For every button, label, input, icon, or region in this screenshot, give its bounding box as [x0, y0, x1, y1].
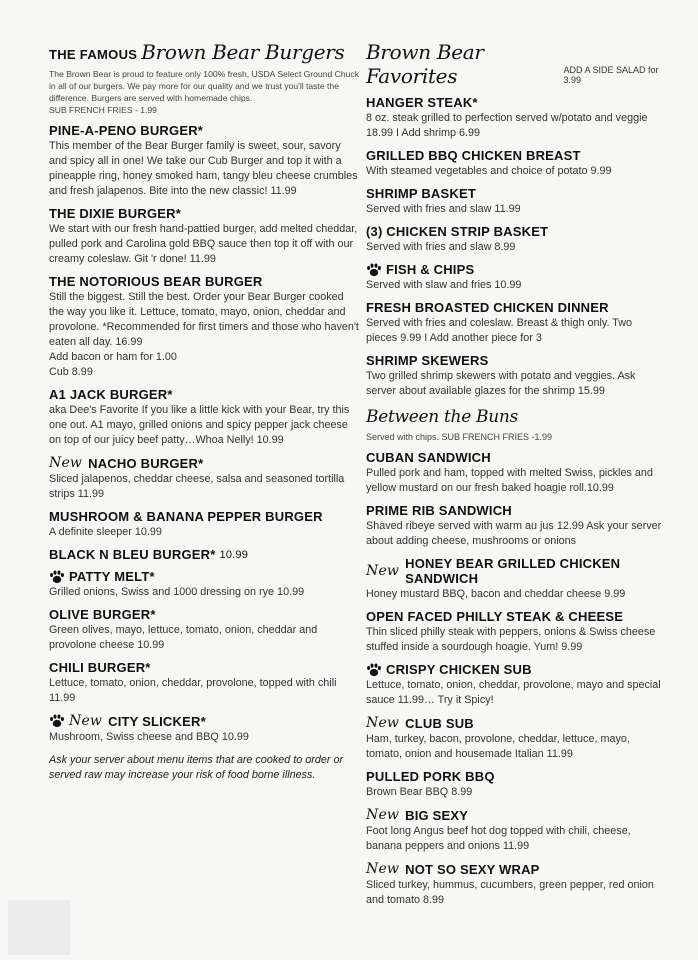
menu-item-title: [366, 769, 666, 784]
menu-item-title: [366, 450, 666, 465]
menu-item-title: [49, 455, 359, 471]
menu-item-title: [366, 95, 666, 110]
menu-item-name: NACHO BURGER*: [88, 455, 204, 471]
menu-item-name: THE NOTORIOUS BEAR BURGER: [49, 274, 263, 289]
menu-item-name: PRIME RIB SANDWICH: [366, 503, 512, 518]
burgers-header-script: Brown Bear Burgers: [141, 40, 345, 64]
menu-item-name: FRESH BROASTED CHICKEN DINNER: [366, 300, 609, 315]
menu-item-description: aka Dee's Favorite If you like a little kick with your Bear, try this one out. A1 mayo, grilled onions and spicy pepper jack cheese on top of our juicy beef patty…Whoa Nelly! 10.99: [49, 404, 350, 446]
menu-item: [49, 206, 359, 267]
menu-item-title: [366, 186, 666, 201]
menu-item-title: [366, 353, 666, 368]
menu-item: [366, 769, 666, 800]
menu-item: [366, 224, 666, 255]
menu-item-name: GRILLED BBQ CHICKEN BREAST: [366, 148, 581, 163]
menu-item-description: With steamed vegetables and choice of potato 9.99: [366, 165, 612, 177]
menu-item-description: 8 oz. steak grilled to perfection served w/potato and veggie 18.99 I Add shrimp 6.99: [366, 112, 648, 139]
buns-header: [366, 407, 666, 427]
menu-item-title: [49, 387, 359, 402]
bear-paw-icon: [366, 263, 382, 277]
menu-item-title: [366, 148, 666, 163]
menu-item-name: (3) CHICKEN STRIP BASKET: [366, 224, 549, 239]
menu-item-name: OPEN FACED PHILLY STEAK & CHEESE: [366, 609, 624, 624]
menu-item-name: NOT SO SEXY WRAP: [405, 861, 540, 877]
menu-item-title: [49, 206, 359, 221]
menu-item-title: [49, 569, 359, 584]
new-tag: New: [366, 563, 400, 579]
bear-paw-icon: [366, 663, 382, 677]
menu-item-description: Served with fries and slaw 11.99: [366, 203, 521, 215]
menu-item: [366, 186, 666, 217]
menu-item-name: BIG SEXY: [405, 807, 469, 823]
menu-item: [366, 450, 666, 496]
new-tag: New: [69, 713, 103, 729]
menu-item-name: CHILI BURGER*: [49, 660, 151, 675]
menu-item-description: Green olives, mayo, lettuce, tomato, onion, cheddar and provolone cheese 10.99: [49, 624, 318, 651]
menu-item: [366, 148, 666, 179]
menu-item-description: Lettuce, tomato, onion, cheddar, provolone, topped with chili 11.99: [49, 677, 337, 704]
menu-item-extra: Add bacon or ham for 1.00: [49, 351, 177, 363]
menu-item-description: Still the biggest. Still the best. Order your Bear Burger cooked the way you like it. Lettuce, tomato, mayo, onion, cheddar and provolone. *Recommended for first timers and those who haven't eaten all day. 16.99: [49, 291, 359, 348]
menu-item-description: Brown Bear BBQ 8.99: [366, 786, 473, 798]
menu-item-description: Pulled pork and ham, topped with melted Swiss, pickles and yellow mustard on our fresh baked hoagie roll.10.99: [366, 467, 653, 494]
menu-item: [49, 123, 359, 199]
buns-note: Served with chips. SUB FRENCH FRIES -1.99: [366, 432, 553, 442]
menu-item-description: Honey mustard BBQ, bacon and cheddar cheese 9.99: [366, 588, 626, 600]
burgers-header-prefix: THE FAMOUS: [49, 47, 138, 62]
menu-item-title: [366, 262, 666, 277]
menu-item: [366, 300, 666, 346]
menu-item: [366, 95, 666, 141]
new-tag: New: [366, 807, 400, 823]
bear-paw-icon: [49, 714, 65, 728]
menu-item: [49, 569, 359, 600]
menu-item-name: PULLED PORK BBQ: [366, 769, 495, 784]
menu-item-title: [49, 123, 359, 138]
menu-item-description: Foot long Angus beef hot dog topped with chili, cheese, banana peppers and onions 11.99: [366, 825, 631, 852]
menu-item: [49, 455, 359, 502]
menu-item: [366, 353, 666, 399]
menu-item-description: Served with slaw and fries 10.99: [366, 279, 522, 291]
menu-item-name: CRISPY CHICKEN SUB: [386, 662, 532, 677]
menu-item-description: Served with fries and coleslaw. Breast & thigh only. Two pieces 9.99 I Add another piece for 3: [366, 317, 633, 344]
buns-header-script: Between the Buns: [366, 407, 518, 427]
new-tag: New: [49, 455, 83, 471]
favorites-side-note: ADD A SIDE SALAD for 3.99: [563, 65, 659, 85]
menu-item-description: We start with our fresh hand-pattied burger, add melted cheddar, pulled pork and Carolina gold BBQ sauce then top it off with our creamy coleslaw. Git 'r done! 11.99: [49, 223, 358, 265]
burgers-note: The Brown Bear is proud to feature only 100% fresh, USDA Select Ground Chuck in all of our burgers. We pay more for our quality and we trust you'll taste the difference. Burgers are served with homemade chips.: [49, 69, 360, 103]
burgers-header: [49, 40, 359, 64]
menu-item-title: [366, 861, 666, 877]
menu-item: [366, 262, 666, 293]
menu-item-description: Served with fries and slaw 8.99: [366, 241, 516, 253]
menu-item-title: [366, 224, 666, 239]
menu-item-description: A definite sleeper 10.99: [49, 526, 162, 538]
buns-list: [366, 450, 666, 908]
menu-item-description: This member of the Bear Burger family is sweet, sour, savory and spicy all in one! We take our Cub Burger and top it with a pineapple ring, honey smoked ham, tangy bleu cheese crumbles and fresh jalapenos. Bite into the new classic! 11.99: [49, 140, 358, 197]
menu-item-name: HONEY BEAR GRILLED CHICKEN SANDWICH: [405, 556, 621, 586]
menu-item-description: Shaved ribeye served with warm au jus 12.99 Ask your server about adding cheese, mushrooms or onions: [366, 520, 662, 547]
food-safety-disclaimer: Ask your server about menu items that are cooked to order or served raw may increase your risk of food borne illness.: [49, 754, 344, 781]
menu-item: [366, 861, 666, 908]
menu-item: [49, 607, 359, 653]
menu-item: [366, 609, 666, 655]
menu-item-name: MUSHROOM & BANANA PEPPER BURGER: [49, 509, 323, 524]
menu-item-title: [366, 807, 666, 823]
menu-item-price: 10.99: [219, 548, 249, 561]
menu-item: [366, 662, 666, 708]
menu-item-name: PATTY MELT*: [69, 569, 155, 584]
burgers-column: [49, 40, 359, 783]
menu-item-name: THE DIXIE BURGER*: [49, 206, 181, 221]
new-tag: New: [366, 861, 400, 877]
favorites-list: [366, 95, 666, 399]
menu-item-name: BLACK N BLEU BURGER*: [49, 547, 216, 562]
menu-item-description: Sliced jalapenos, cheddar cheese, salsa and seasoned tortilla strips 11.99: [49, 473, 345, 500]
menu-item-title: [366, 300, 666, 315]
menu-item-title: [49, 547, 359, 562]
favorites-header: [366, 40, 666, 88]
menu-item-title: [366, 715, 666, 731]
menu-item-title: [49, 607, 359, 622]
menu-item-title: [366, 556, 666, 586]
menu-item-name: SHRIMP BASKET: [366, 186, 476, 201]
menu-item-title: [49, 660, 359, 675]
menu-item: [366, 503, 666, 549]
favorites-column: [366, 40, 666, 908]
menu-item: [49, 274, 359, 380]
menu-item-description: Two grilled shrimp skewers with potato and veggies. Ask server about available glazes for the shrimp 15.99: [366, 370, 636, 397]
new-tag: New: [366, 715, 400, 731]
menu-item-title: [366, 503, 666, 518]
menu-item-title: [366, 609, 666, 624]
menu-item-name: OLIVE BURGER*: [49, 607, 156, 622]
burger-list: [49, 123, 359, 745]
menu-item-description: Thin sliced philly steak with peppers, onions & Swiss cheese stuffed inside a sourdough hoagie. Yum! 9.99: [366, 626, 656, 653]
menu-item-description: Grilled onions, Swiss and 1000 dressing on rye 10.99: [49, 586, 305, 598]
menu-item: [366, 807, 666, 854]
menu-item-name: CLUB SUB: [405, 715, 474, 731]
menu-item-name: HANGER STEAK*: [366, 95, 478, 110]
menu-item-name: CUBAN SANDWICH: [366, 450, 491, 465]
scan-smudge: [8, 900, 70, 955]
menu-item-description: Lettuce, tomato, onion, cheddar, provolone, mayo and special sauce 11.99… Try it Spicy!: [366, 679, 661, 706]
menu-item-title: [49, 509, 359, 524]
menu-item-name: A1 JACK BURGER*: [49, 387, 173, 402]
menu-item-name: SHRIMP SKEWERS: [366, 353, 489, 368]
menu-item-title: [49, 713, 359, 729]
menu-item: [366, 715, 666, 762]
menu-item-name: FISH & CHIPS: [386, 262, 475, 277]
menu-item-title: [366, 662, 666, 677]
menu-item-description: Sliced turkey, hummus, cucumbers, green pepper, red onion and tomato 8.99: [366, 879, 654, 906]
menu-item-description: Mushroom, Swiss cheese and BBQ 10.99: [49, 731, 249, 743]
bear-paw-icon: [49, 570, 65, 584]
menu-item: [49, 713, 359, 745]
menu-item: [49, 509, 359, 540]
menu-item-name: PINE-A-PENO BURGER*: [49, 123, 204, 138]
menu-item: [49, 547, 359, 562]
menu-item-description: Ham, turkey, bacon, provolone, cheddar, lettuce, mayo, tomato, onion and housemade Italian 11.99: [366, 733, 630, 760]
menu-item: [49, 660, 359, 706]
burgers-sub-note: SUB FRENCH FRIES - 1.99: [49, 105, 157, 115]
menu-item-title: [49, 274, 359, 289]
menu-item-name: CITY SLICKER*: [108, 713, 206, 729]
menu-item-extra: Cub 8.99: [49, 366, 93, 378]
menu-item: [49, 387, 359, 448]
favorites-header-script: Brown Bear Favorites: [366, 40, 484, 88]
menu-item: [366, 556, 666, 602]
